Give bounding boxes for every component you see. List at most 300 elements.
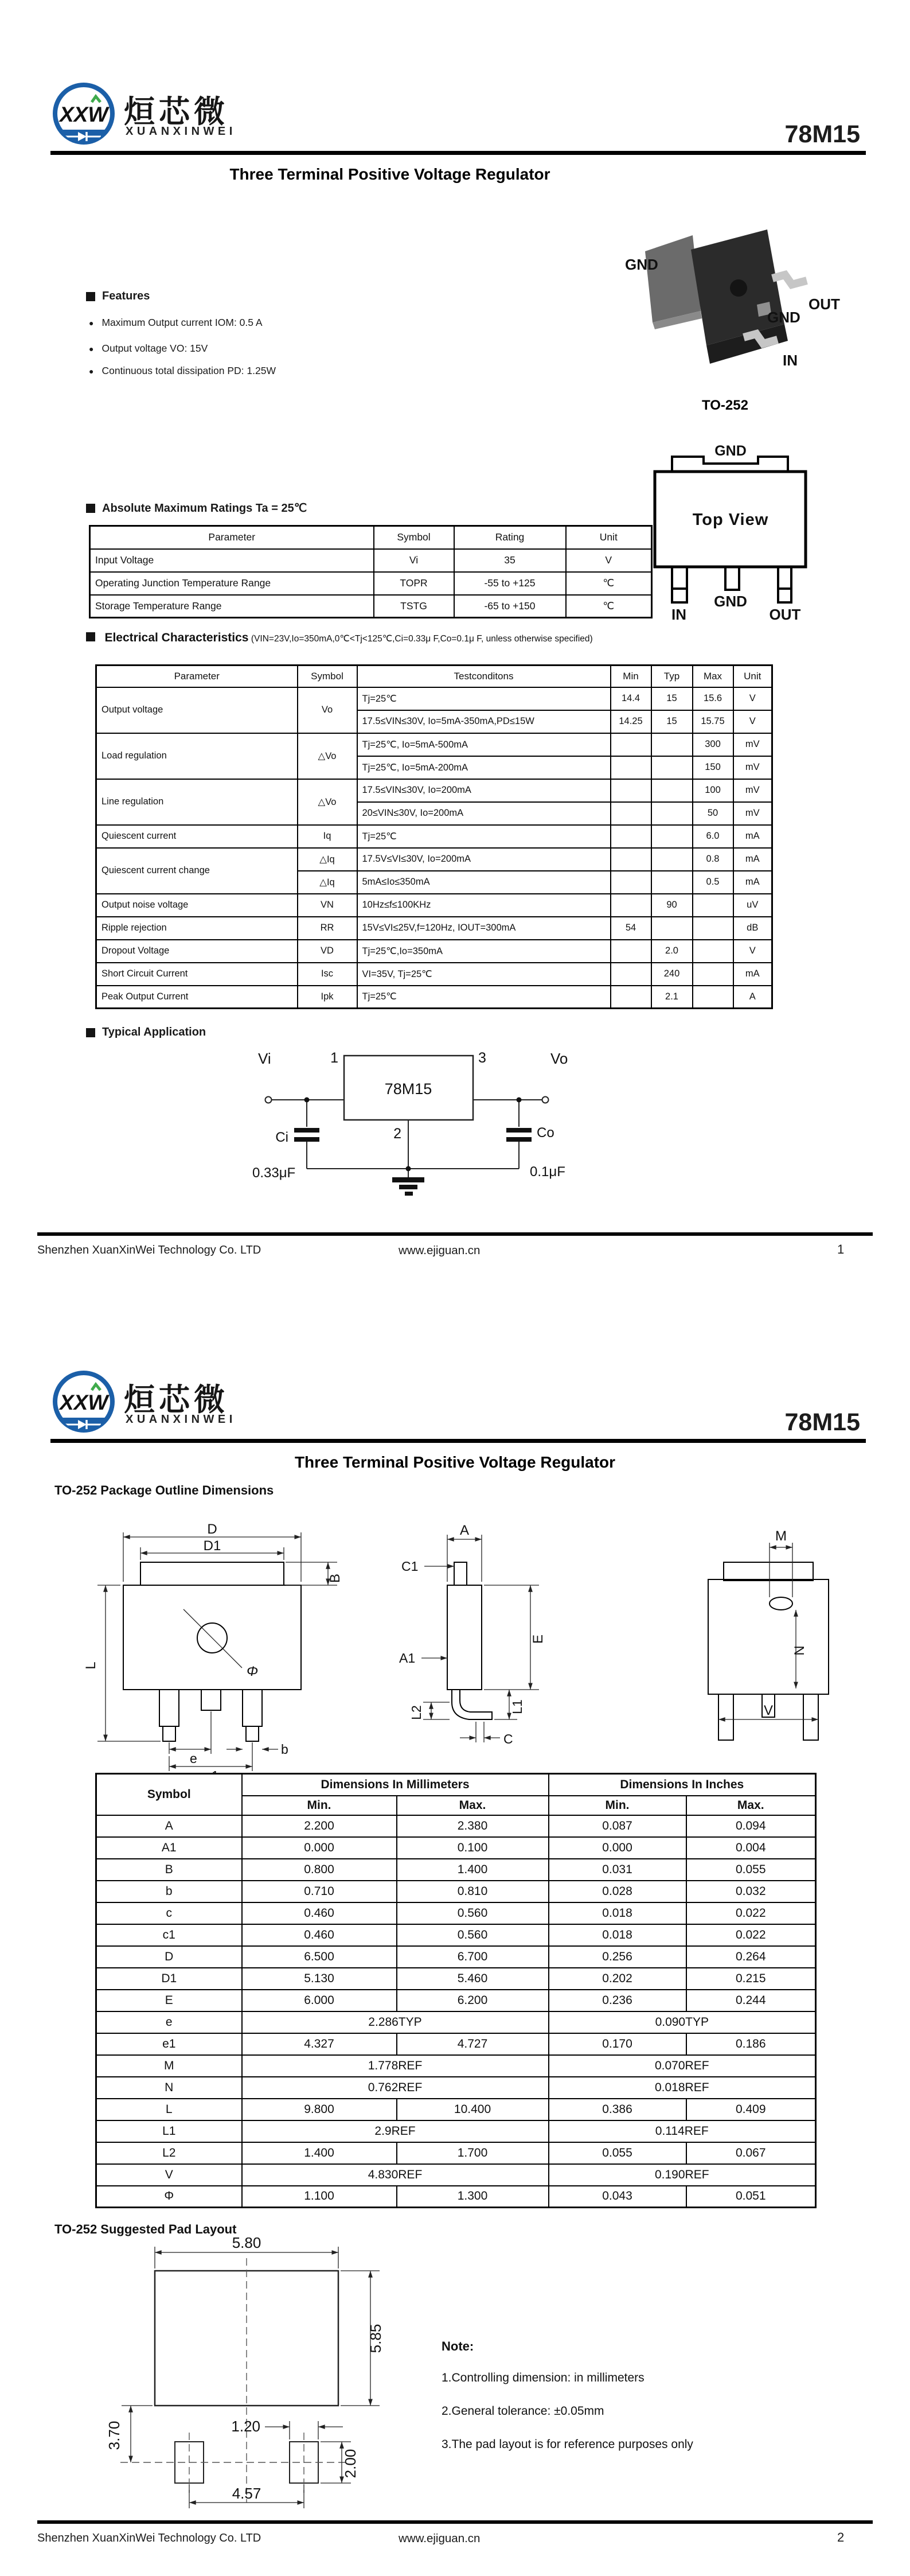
cell: 1.100	[242, 2186, 397, 2208]
cell: mA	[733, 871, 772, 894]
col-header: Min.	[242, 1796, 397, 1815]
elec-heading-text: Electrical Characteristics	[104, 631, 249, 644]
pad-dim-pad-height: 2.00	[342, 2449, 359, 2478]
table-row	[96, 963, 772, 986]
table-header-row	[96, 666, 772, 687]
cell: 6.000	[242, 1990, 397, 2011]
cell: 1.700	[397, 2142, 549, 2164]
topview-tab-label: GND	[714, 443, 747, 459]
cell: 0.190REF	[549, 2164, 816, 2186]
cell: 0.051	[686, 2186, 816, 2208]
pad-dim-width: 5.80	[232, 2238, 261, 2251]
table-row	[96, 1990, 816, 2011]
table-row	[96, 2055, 816, 2077]
cell: 2.286TYP	[242, 2011, 549, 2033]
section-square-icon	[86, 632, 95, 641]
cell: Line regulation	[96, 779, 298, 825]
cell: 2.9REF	[242, 2120, 549, 2142]
cell: 0.067	[686, 2142, 816, 2164]
pin3-label: 3	[478, 1050, 486, 1066]
cell: Isc	[298, 963, 357, 986]
cell: N	[96, 2077, 242, 2099]
header-logo	[50, 1367, 257, 1439]
dim-label-D1: D1	[203, 1538, 221, 1554]
datasheet-page-2	[0, 1288, 910, 2576]
footer-company: Shenzhen XuanXinWei Technology Co. LTD	[37, 1244, 261, 1256]
top-view-diagram	[643, 436, 815, 628]
feature-item	[89, 365, 276, 377]
cell: c1	[96, 1924, 242, 1946]
cell: 0.022	[686, 1924, 816, 1946]
cell: 90	[651, 894, 693, 917]
table-row	[96, 2099, 816, 2120]
cell: 15	[651, 687, 693, 710]
dim-label-A1: A1	[399, 1651, 416, 1666]
cell: Tj=25℃, Io=5mA-200mA	[357, 756, 611, 779]
table-row	[96, 1968, 816, 1990]
cell: dB	[733, 917, 772, 940]
col-header: Typ	[651, 666, 693, 687]
topview-pin-in-label: IN	[671, 606, 686, 623]
cell: B	[96, 1859, 242, 1881]
cell: 0.018	[549, 1902, 686, 1924]
cell: 0.170	[549, 2033, 686, 2055]
cell: 35	[454, 549, 566, 572]
cell: △Iq	[298, 848, 357, 871]
col-header: Unit	[566, 526, 652, 549]
pad-dim-height: 5.85	[367, 2324, 384, 2353]
cell	[693, 940, 733, 963]
cell: RR	[298, 917, 357, 940]
cell: 1.400	[242, 2142, 397, 2164]
table-row	[96, 1946, 816, 1968]
cell	[651, 917, 693, 940]
cell	[611, 779, 651, 802]
cell: Tj=25℃	[357, 825, 611, 848]
cell: Quiescent current	[96, 825, 298, 848]
col-header: Dimensions In Millimeters	[242, 1774, 549, 1796]
cell: 15.75	[693, 710, 733, 733]
bullet-icon: ●	[89, 318, 94, 328]
col-header: Max	[693, 666, 733, 687]
cell: V	[96, 2164, 242, 2186]
cell: Input Voltage	[90, 549, 374, 572]
cell: 100	[693, 779, 733, 802]
cell: 0.202	[549, 1968, 686, 1990]
cell: VI=35V, Tj=25℃	[357, 963, 611, 986]
cell: 0.100	[397, 1837, 549, 1859]
cell: 4.327	[242, 2033, 397, 2055]
pad-dim-pitch: 4.57	[232, 2485, 261, 2502]
cell	[693, 963, 733, 986]
footer-website: www.ejiguan.cn	[399, 2532, 481, 2545]
cell	[693, 894, 733, 917]
cell: uV	[733, 894, 772, 917]
cell: E	[96, 1990, 242, 2011]
cell: 0.460	[242, 1902, 397, 1924]
table-row	[96, 2011, 816, 2033]
cell: 240	[651, 963, 693, 986]
table-row	[96, 986, 772, 1009]
cell: Φ	[96, 2186, 242, 2208]
cell: 0.018REF	[549, 2077, 816, 2099]
dim-label-L1: L1	[510, 1699, 525, 1714]
cell: 0.710	[242, 1881, 397, 1902]
cell: 1.778REF	[242, 2055, 549, 2077]
cell: 5.460	[397, 1968, 549, 1990]
cell: 0.236	[549, 1990, 686, 2011]
cell: Operating Junction Temperature Range	[90, 572, 374, 595]
cell: mV	[733, 733, 772, 756]
cell: 15.6	[693, 687, 733, 710]
cell: Vo	[298, 687, 357, 733]
cell: Tj=25℃	[357, 687, 611, 710]
cell: 5.130	[242, 1968, 397, 1990]
col-header: Max.	[397, 1796, 549, 1815]
cell: 9.800	[242, 2099, 397, 2120]
cell: 0.032	[686, 1881, 816, 1902]
header-logo	[50, 79, 257, 151]
elec-heading	[86, 631, 593, 645]
table-row	[96, 733, 772, 756]
cell: 14.4	[611, 687, 651, 710]
cell: 54	[611, 917, 651, 940]
cell: e1	[96, 2033, 242, 2055]
cell	[611, 940, 651, 963]
cell: Dropout Voltage	[96, 940, 298, 963]
cell: 300	[693, 733, 733, 756]
cell: D	[96, 1946, 242, 1968]
abs-max-heading	[86, 501, 307, 515]
col-header: Rating	[454, 526, 566, 549]
cell: 0.460	[242, 1924, 397, 1946]
regulator-label: 78M15	[384, 1080, 432, 1098]
page-title: Three Terminal Positive Voltage Regulator	[229, 165, 550, 183]
features-heading-text: Features	[102, 290, 150, 302]
package-body-3d	[645, 229, 807, 364]
cell: 10.400	[397, 2099, 549, 2120]
cell: V	[566, 549, 652, 572]
cell: TSTG	[374, 595, 454, 618]
table-row	[96, 2164, 816, 2186]
cell	[611, 825, 651, 848]
feature-text: Output voltage VO: 15V	[101, 343, 208, 354]
bullet-icon: ●	[89, 344, 94, 353]
cell: Ipk	[298, 986, 357, 1009]
pin2-label: 2	[393, 1126, 401, 1142]
page-number: 1	[837, 1242, 845, 1256]
cell: 0.409	[686, 2099, 816, 2120]
cell: L	[96, 2099, 242, 2120]
page-title: Three Terminal Positive Voltage Regulator	[294, 1453, 616, 1471]
cell	[611, 986, 651, 1009]
part-number: 78M15	[784, 120, 860, 148]
cell: 0.055	[549, 2142, 686, 2164]
cell: 0.000	[549, 1837, 686, 1859]
table-row	[96, 687, 772, 710]
pad-layout-drawing	[80, 2238, 424, 2524]
cell: △Iq	[298, 871, 357, 894]
cell: 2.1	[651, 986, 693, 1009]
cell	[651, 779, 693, 802]
cell: 20≤VIN≤30V, Io=200mA	[357, 802, 611, 825]
table-row	[96, 917, 772, 940]
cell: e	[96, 2011, 242, 2033]
col-header: Symbol	[96, 1774, 242, 1815]
cell: 50	[693, 802, 733, 825]
dim-label-V: V	[763, 1703, 774, 1718]
footer-rule	[37, 1232, 873, 1236]
table-row	[96, 2120, 816, 2142]
co-value: 0.1μF	[530, 1164, 565, 1180]
cell	[693, 986, 733, 1009]
dim-label-L2: L2	[409, 1705, 424, 1720]
cell: 0.031	[549, 1859, 686, 1881]
col-header: Min	[611, 666, 651, 687]
dim-label-e: e	[190, 1751, 197, 1766]
dim-label-L: L	[83, 1661, 99, 1670]
feature-text: Continuous total dissipation PD: 1.25W	[101, 365, 276, 376]
cell: 0.114REF	[549, 2120, 816, 2142]
cell: 17.5V≤VI≤30V, Io=200mA	[357, 848, 611, 871]
table-header-row	[96, 1774, 816, 1796]
cell: 0.386	[549, 2099, 686, 2120]
cell: A1	[96, 1837, 242, 1859]
cell: mA	[733, 963, 772, 986]
cell: Output noise voltage	[96, 894, 298, 917]
footer-company: Shenzhen XuanXinWei Technology Co. LTD	[37, 2532, 261, 2544]
note-item: 2.General tolerance: ±0.05mm	[442, 2404, 604, 2418]
brand-name-cn: 烜芯微	[124, 95, 229, 129]
cell: 0.004	[686, 1837, 816, 1859]
cell: Output voltage	[96, 687, 298, 733]
cell: 0.055	[686, 1859, 816, 1881]
outline-heading: TO-252 Package Outline Dimensions	[54, 1483, 274, 1497]
col-header: Parameter	[90, 526, 374, 549]
dim-label-M: M	[775, 1528, 787, 1544]
cell	[651, 802, 693, 825]
topview-pin-out-label: OUT	[769, 606, 801, 623]
cell: 2.380	[397, 1815, 549, 1837]
cell: V	[733, 940, 772, 963]
cell: ℃	[566, 595, 652, 618]
cell: 6.500	[242, 1946, 397, 1968]
package-photo	[619, 224, 860, 396]
cell: Tj=25℃	[357, 986, 611, 1009]
ci-label: Ci	[275, 1130, 288, 1145]
col-header: Min.	[549, 1796, 686, 1815]
logo-monogram: XXW	[60, 1391, 108, 1414]
pad-dim-offset: 3.70	[106, 2421, 123, 2450]
cell: Storage Temperature Range	[90, 595, 374, 618]
pad-layout-heading: TO-252 Suggested Pad Layout	[54, 2222, 237, 2236]
cell: 0.043	[549, 2186, 686, 2208]
dimensions-table	[95, 1773, 817, 2208]
cell: 0.264	[686, 1946, 816, 1968]
col-header: Symbol	[298, 666, 357, 687]
cell: L1	[96, 2120, 242, 2142]
cell: mV	[733, 779, 772, 802]
outline-back-view	[708, 1528, 829, 1740]
cell: 2.0	[651, 940, 693, 963]
table-row	[96, 2186, 816, 2208]
dim-label-C: C	[503, 1731, 513, 1746]
table-header-row	[90, 526, 652, 549]
table-row	[96, 940, 772, 963]
table-row	[96, 1902, 816, 1924]
cell	[693, 917, 733, 940]
pin-label-gnd: GND	[767, 309, 800, 326]
dim-label-B: B	[327, 1573, 343, 1583]
cell: 0.022	[686, 1902, 816, 1924]
pin-label-tab-gnd: GND	[625, 256, 658, 273]
cell: -55 to +125	[454, 572, 566, 595]
cell: D1	[96, 1968, 242, 1990]
table-row	[96, 825, 772, 848]
cell: 1.400	[397, 1859, 549, 1881]
pin1-label: 1	[330, 1050, 338, 1066]
cell: ℃	[566, 572, 652, 595]
cell	[611, 733, 651, 756]
cell: 0.560	[397, 1924, 549, 1946]
cell: A	[733, 986, 772, 1009]
cell: Vi	[374, 549, 454, 572]
dim-label-A: A	[459, 1523, 470, 1538]
pin-label-in: IN	[783, 352, 798, 369]
cell: 0.028	[549, 1881, 686, 1902]
cell	[611, 871, 651, 894]
elec-table	[95, 664, 773, 1009]
part-number: 78M15	[784, 1408, 860, 1436]
cell: 6.200	[397, 1990, 549, 2011]
dim-label-N: N	[792, 1645, 807, 1656]
brand-name-en: XUANXINWEI	[126, 1413, 236, 1426]
header-rule	[50, 151, 866, 155]
app-heading	[86, 1026, 206, 1039]
cell: Iq	[298, 825, 357, 848]
footer-rule	[37, 2520, 873, 2524]
cell: Peak Output Current	[96, 986, 298, 1009]
abs-max-heading-text: Absolute Maximum Ratings Ta = 25℃	[102, 502, 307, 515]
topview-caption: Top View	[692, 511, 769, 529]
cell: 15	[651, 710, 693, 733]
brand-name-en: XUANXINWEI	[126, 125, 236, 138]
table-row	[96, 1924, 816, 1946]
cell: mV	[733, 756, 772, 779]
dim-label-E: E	[530, 1634, 546, 1644]
cell: 4.727	[397, 2033, 549, 2055]
section-square-icon	[86, 504, 95, 513]
cell	[651, 848, 693, 871]
cell: Ripple rejection	[96, 917, 298, 940]
cell: L2	[96, 2142, 242, 2164]
table-row	[96, 2033, 816, 2055]
feature-item	[89, 343, 208, 355]
cell: 0.5	[693, 871, 733, 894]
cell	[651, 871, 693, 894]
cell: 0.215	[686, 1968, 816, 1990]
table-row	[96, 894, 772, 917]
cell: 1.300	[397, 2186, 549, 2208]
note-item: 1.Controlling dimension: in millimeters	[442, 2371, 645, 2384]
col-header: Symbol	[374, 526, 454, 549]
cell: 15V≤VI≤25V,f=120Hz, IOUT=300mA	[357, 917, 611, 940]
features-heading	[86, 290, 150, 303]
package-caption: TO-252	[702, 398, 748, 413]
cell: 14.25	[611, 710, 651, 733]
cell: 0.090TYP	[549, 2011, 816, 2033]
table-row	[90, 572, 652, 595]
cell: 0.000	[242, 1837, 397, 1859]
section-square-icon	[86, 1028, 95, 1037]
cell: 0.087	[549, 1815, 686, 1837]
abs-max-table	[89, 525, 653, 618]
cell: 17.5≤VIN≤30V, Io=5mA-350mA,PD≤15W	[357, 710, 611, 733]
outline-drawing	[80, 1517, 843, 1781]
brand-name-cn: 烜芯微	[124, 1383, 229, 1417]
footer-website: www.ejiguan.cn	[399, 1244, 481, 1257]
col-header: Max.	[686, 1796, 816, 1815]
cell: 0.8	[693, 848, 733, 871]
elec-condition-text: (VIN=23V,Io=350mA,0℃<Tj<125℃,Ci=0.33μ F,Co=0.1μ F, unless otherwise specified)	[251, 634, 593, 644]
cell	[651, 756, 693, 779]
cell: VD	[298, 940, 357, 963]
table-row	[96, 1859, 816, 1881]
cell: c	[96, 1902, 242, 1924]
vi-label: Vi	[258, 1050, 271, 1067]
cell	[611, 894, 651, 917]
cell: Tj=25℃,Io=350mA	[357, 940, 611, 963]
col-header: Testconditons	[357, 666, 611, 687]
note-item: 3.The pad layout is for reference purposes only	[442, 2438, 693, 2451]
cell: A	[96, 1815, 242, 1837]
col-header: Unit	[733, 666, 772, 687]
feature-text: Maximum Output current IOM: 0.5 A	[101, 317, 263, 328]
cell: M	[96, 2055, 242, 2077]
cell: mV	[733, 802, 772, 825]
cell: mA	[733, 848, 772, 871]
cell: 0.762REF	[242, 2077, 549, 2099]
dim-label-D: D	[207, 1522, 217, 1537]
logo-mark-icon	[50, 79, 120, 149]
table-row	[96, 2142, 816, 2164]
cell: -65 to +150	[454, 595, 566, 618]
cell: mA	[733, 825, 772, 848]
note-heading: Note:	[442, 2339, 474, 2353]
cell: 0.094	[686, 1815, 816, 1837]
app-heading-text: Typical Application	[102, 1026, 206, 1038]
cell: b	[96, 1881, 242, 1902]
cell: 4.830REF	[242, 2164, 549, 2186]
ci-value: 0.33μF	[252, 1165, 296, 1181]
table-row	[96, 2077, 816, 2099]
bullet-icon: ●	[89, 367, 94, 376]
cell: △Vo	[298, 733, 357, 779]
topview-pin-gnd-label: GND	[714, 593, 747, 610]
feature-item	[89, 317, 263, 329]
vo-label: Vo	[550, 1050, 568, 1067]
application-circuit	[229, 1040, 585, 1212]
cell: TOPR	[374, 572, 454, 595]
co-label: Co	[537, 1125, 554, 1141]
cell: 10Hz≤f≤100KHz	[357, 894, 611, 917]
cell: V	[733, 687, 772, 710]
cell: 0.810	[397, 1881, 549, 1902]
cell	[611, 848, 651, 871]
cell	[611, 802, 651, 825]
cell: Tj=25℃, Io=5mA-500mA	[357, 733, 611, 756]
table-row	[96, 1815, 816, 1837]
